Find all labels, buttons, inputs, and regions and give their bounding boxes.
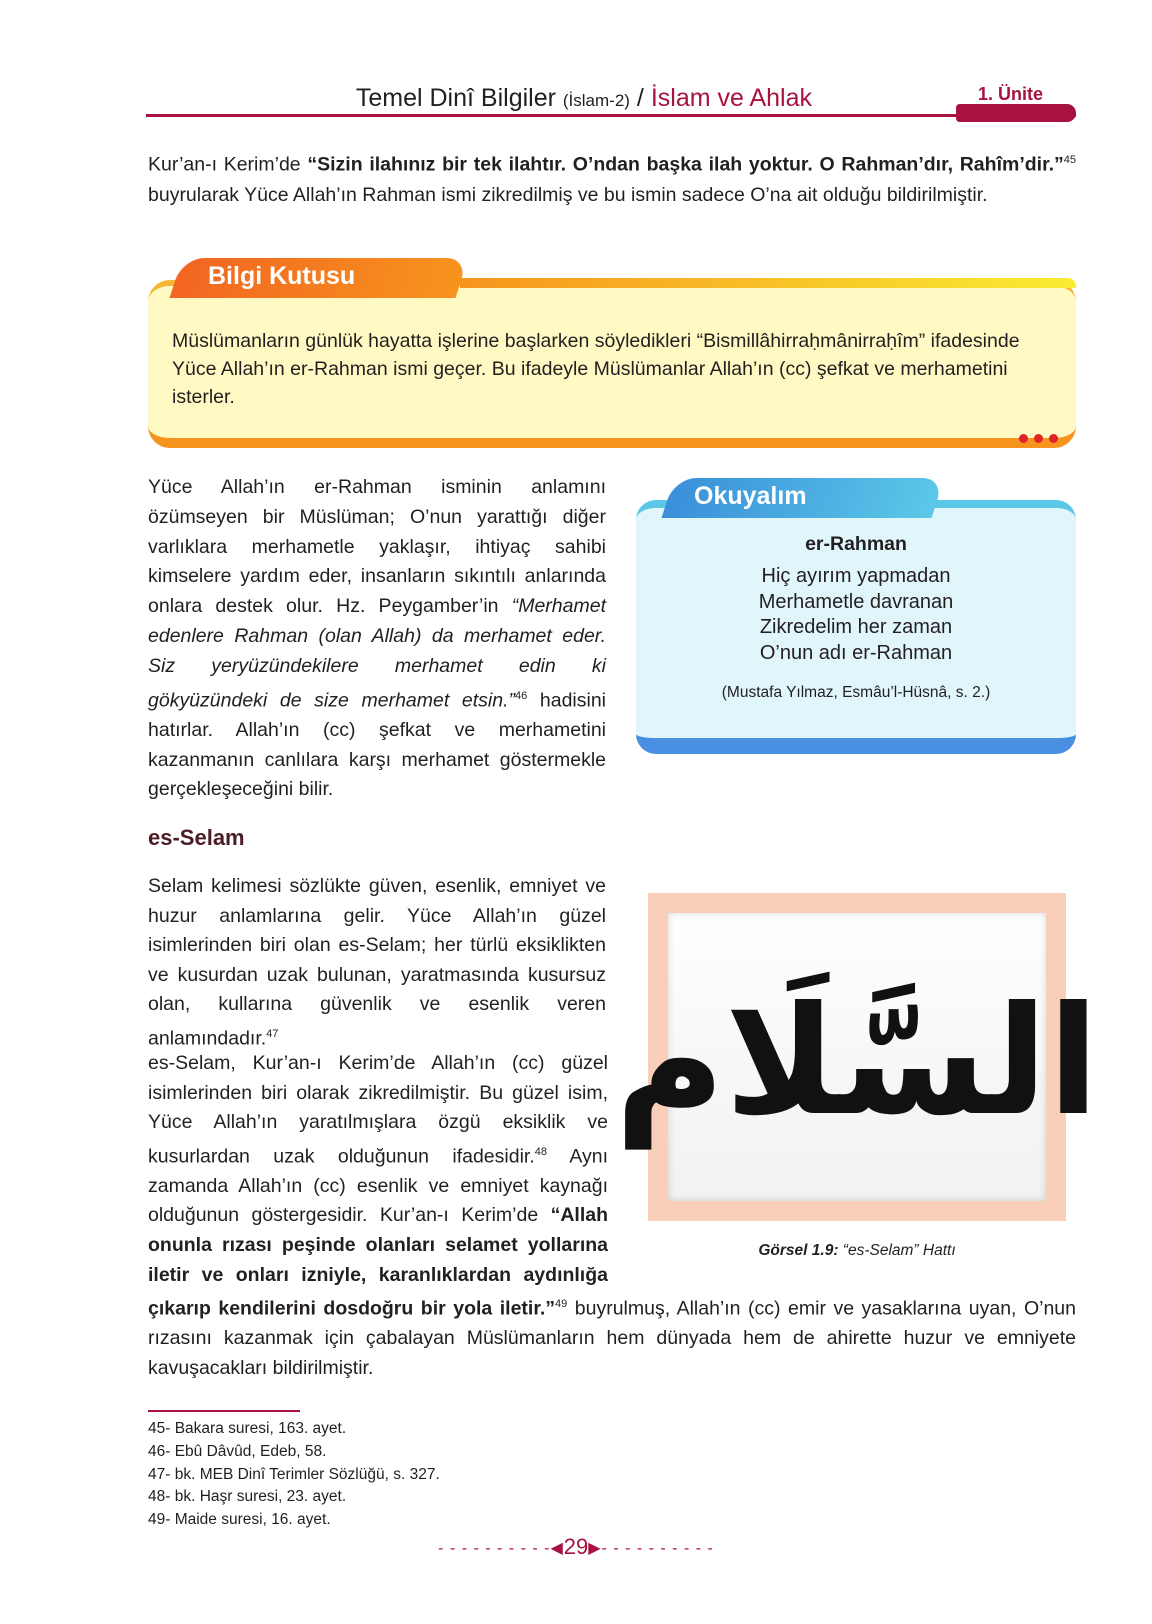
selam-p2-a: es-Selam, Kur’an-ı Kerim’de Allah’ın (cc) güzel isimlerinden biri olarak zikredilmiştir. Bu güzel isim, Yüce Allah’ın yaratılmışlara özgü eksiklik ve kusurlardan uzak olduğunun ifadesidir. — [148, 1052, 608, 1168]
ayah-quote: “Allah onunla rızası peşinde olanları selamet yollarına iletir ve onları izniyle, karanlıklardan aydınlığa çıkarıp kendilerini dosdoğru bir yola iletir.” — [148, 1204, 608, 1320]
more-dots-icon — [1019, 434, 1058, 443]
footnote-ref-49: 49 — [555, 1298, 568, 1311]
calligraphy-panel — [614, 913, 1100, 1201]
poem-title: er-Rahman — [805, 533, 907, 555]
rahman-pre: Yüce Allah’ın er-Rahman isminin anlamını özümseyen bir Müslüman; O’nun yarattığı diğer varlıklara merhametle yaklaşır, ihtiyaç sahibi kimselere yardım eder, insanların sıkıntılı anlarında onlara destek olur. Hz. Peygamber’in — [148, 476, 606, 618]
page-number-dashes-right: ▶- - - - - - - - - - — [588, 1540, 714, 1558]
header-separator: / — [636, 84, 644, 112]
unit-tab — [956, 104, 1076, 122]
footnote-ref-48: 48 — [534, 1145, 547, 1158]
page-number — [0, 1534, 1152, 1560]
footnote-rule — [148, 1410, 300, 1412]
calligraphy-frame — [614, 893, 1100, 1221]
poem-line: O’nun adı er-Rahman — [759, 641, 953, 664]
calligraphy-image — [614, 913, 1100, 1201]
bilgi-kutusu-title: Bilgi Kutusu — [208, 262, 356, 290]
selam-p2-c: buyrulmuş, Allah’ın (cc) emir ve yasaklarına uyan, O’nun rızasını kazanmak için çabalayan Müslümanların hem dünyada hem de ahirette huzur ve emniyete kavuşacakları bildirilmiştir. — [148, 1297, 1076, 1379]
running-header — [0, 84, 812, 113]
intro-paragraph — [148, 145, 1076, 210]
figure-caption — [648, 1242, 1066, 1260]
page-number-dashes-left: - - - - - - - - - -◀ — [438, 1540, 564, 1558]
footnote-ref-47: 47 — [266, 1027, 279, 1040]
unit-label: 1. Ünite — [978, 84, 1044, 104]
selam-paragraph-1 — [148, 872, 606, 1054]
page-number-value: 29 — [563, 1534, 589, 1559]
header-rule — [146, 114, 1076, 117]
footnote: 49- Maide suresi, 16. ayet. — [148, 1511, 331, 1529]
footnote-ref-46: 46 — [515, 689, 528, 702]
footnote: 47- bk. MEB Dinî Terimler Sözlüğü, s. 327. — [148, 1465, 440, 1483]
calligraphy-text: السَّلَام — [614, 975, 1100, 1149]
intro-quote: “Sizin ilahınız bir tek ilahtır. O’ndan başka ilah yoktur. O Rahman’dır, Rahîm’dir.” — [307, 153, 1064, 176]
selam-p2-b: Aynı zamanda Allah’ın (cc) esenlik ve emniyet kaynağı olduğunun göstergesidir. Kur’an-ı Kerim’de — [148, 1145, 608, 1227]
bilgi-kutusu-text: Müslümanların günlük hayatta işlerine başlarken söyledikleri “Bismillâhirraḥmânirraḥîm” ifadesinde Yüce Allah’ın er-Rahman ismi geçer. Bu ifadeyle Müslümanlar Allah’ın (cc) şefkat ve merhametini isterler. — [172, 330, 1020, 408]
chapter-title: İslam ve Ahlak — [650, 84, 812, 112]
hadith-quote: “Merhamet edenlere Rahman (olan Allah) da merhamet eder. Siz yeryüzündekilere merhamet edin ki gökyüzündeki de size merhamet etsin.” — [148, 595, 606, 712]
bilgi-kutusu-strip — [460, 278, 1076, 288]
book-subtitle: (İslam-2) — [562, 91, 630, 110]
more-dots-icon — [1005, 741, 1044, 750]
footnotes — [148, 1418, 440, 1532]
intro-pre: Kur’an-ı Kerim’de — [148, 153, 308, 176]
intro-post: buyrularak Yüce Allah’ın Rahman ismi zikredilmiş ve bu ismin sadece O’na ait olduğu bildirilmiştir. — [148, 183, 988, 206]
caption-text: “es-Selam” Hattı — [838, 1242, 956, 1259]
rahman-post: hadisini hatırlar. Allah’ın (cc) şefkat ve merhametini kazanmanın canlılara karşı merhamet göstermekle gerçekleşeceğini bilir. — [148, 689, 607, 801]
poem-line: Hiç ayırım yapmadan — [761, 565, 951, 587]
caption-label: Görsel 1.9: — [758, 1242, 839, 1259]
poem-source: (Mustafa Yılmaz, Esmâu’l-Hüsnâ, s. 2.) — [721, 684, 991, 701]
footnote-ref-45: 45 — [1063, 154, 1076, 166]
poem — [640, 530, 1072, 702]
poem-line: Merhametle davranan — [758, 590, 954, 613]
poem-line: Zikredelim her zaman — [759, 616, 953, 638]
footnote: 48- bk. Haşr suresi, 23. ayet. — [148, 1488, 347, 1506]
section-heading: es-Selam — [148, 825, 245, 850]
okuyalim-title: Okuyalım — [694, 482, 807, 510]
footnote: 46- Ebû Dâvûd, Edeb, 58. — [148, 1442, 327, 1460]
selam-p1-text: Selam kelimesi sözlükte güven, esenlik, emniyet ve huzur anlamlarına gelir. Yüce Allah’ın güzel isimlerinden biri olan es-Selam; her türlü eksiklikten ve kusurdan uzak bulunan, yaratmasında kusursuz olan, kullarına güvenlik ve esenlik veren anlamındadır. — [148, 875, 606, 1049]
footnote: 45- Bakara suresi, 163. ayet. — [148, 1420, 347, 1437]
book-title: Temel Dinî Bilgiler — [355, 84, 556, 112]
rahman-paragraph — [148, 473, 606, 805]
